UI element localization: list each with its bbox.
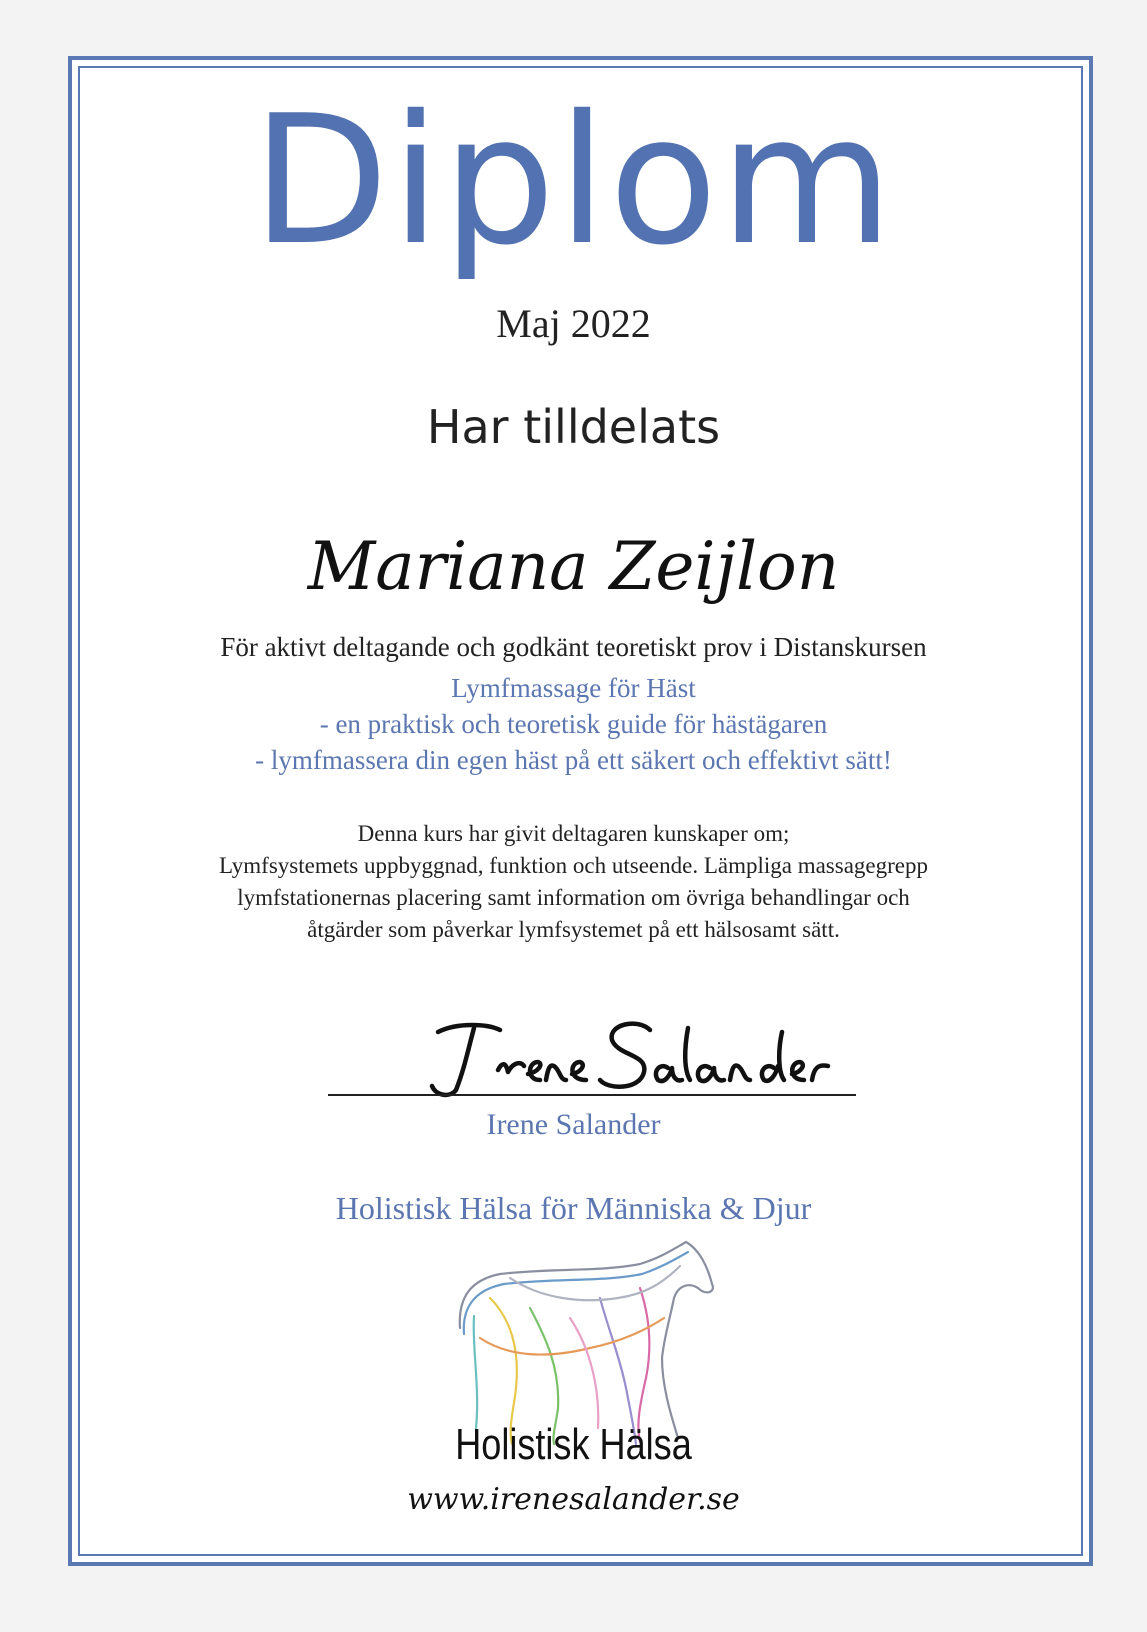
horse-line-drawing-icon — [450, 1238, 730, 1448]
signature-line — [328, 1094, 856, 1096]
knowledge-line: Lymfsystemets uppbyggnad, funktion och utseende. Lämpliga massagegrepp — [218, 853, 928, 878]
signer-name: Irene Salander — [486, 1108, 661, 1141]
knowledge-description — [0, 818, 1147, 946]
recipient-name: Mariana Zeijlon — [307, 528, 840, 605]
knowledge-line: åtgärder som påverkar lymfsystemet på ett hälsosamt sätt. — [307, 917, 840, 942]
course-intro: För aktivt deltagande och godkänt teoretiskt prov i Distanskursen — [220, 632, 927, 662]
diploma-date: Maj 2022 — [496, 301, 651, 346]
organization-name: Holistisk Hälsa för Människa & Djur — [335, 1190, 812, 1226]
logo-website: www.irenesalander.se — [407, 1482, 740, 1517]
awarded-heading: Har tilldelats — [426, 400, 721, 454]
course-subtitle-line: - lymfmassera din egen häst på ett säkert och effektivt sätt! — [255, 745, 892, 775]
course-subtitle-line: - en praktisk och teoretisk guide för hästägaren — [319, 709, 828, 739]
logo-wordmark: Holistisk Hälsa — [455, 1420, 692, 1469]
course-title-line: Lymfmassage för Häst — [451, 673, 696, 703]
course-title-block — [0, 670, 1147, 778]
knowledge-line: lymfstationernas placering samt information om övriga behandlingar och — [237, 885, 910, 910]
handwritten-signature — [328, 1010, 858, 1100]
diploma-title: Diplom — [251, 77, 896, 284]
knowledge-line: Denna kurs har givit deltagaren kunskaper om; — [357, 821, 790, 846]
